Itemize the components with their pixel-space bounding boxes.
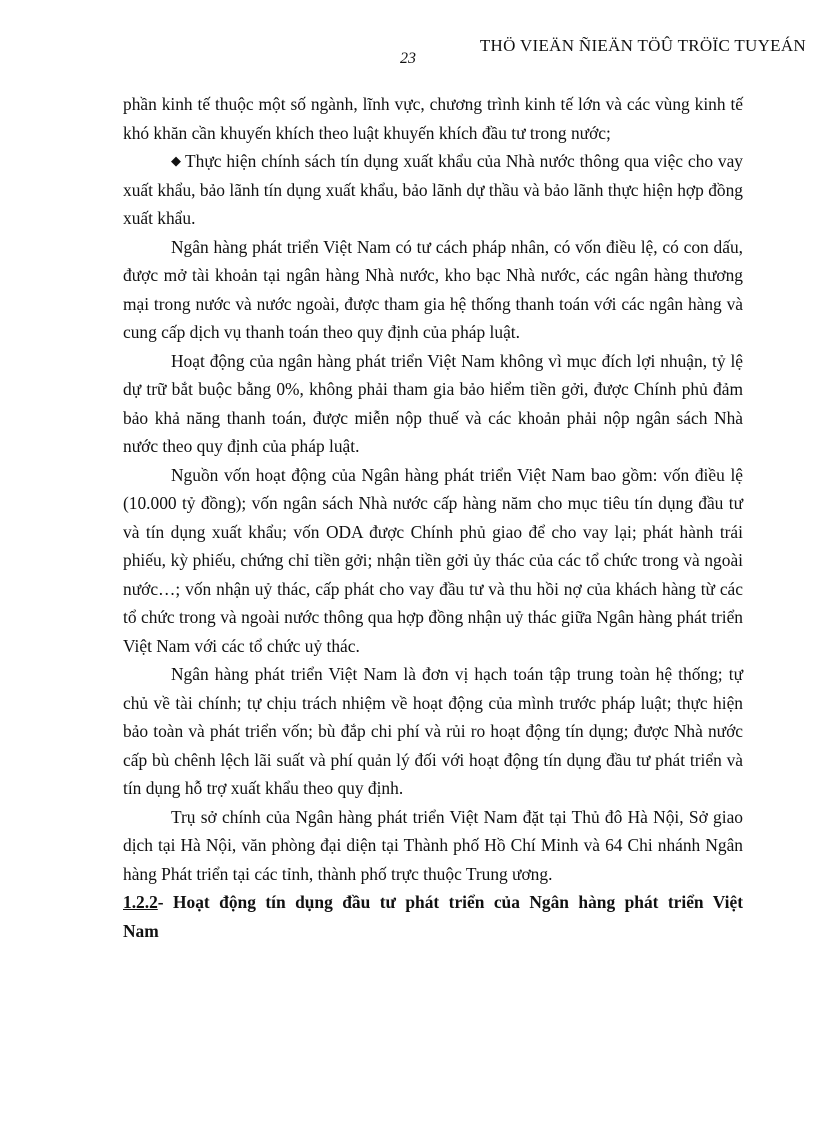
paragraph-5: Nguồn vốn hoạt động của Ngân hàng phát triển Việt Nam bao gồm: vốn điều lệ (10.000 tỷ đồng); vốn ngân sách Nhà nước cấp hàng năm cho mục tiêu tín dụng đầu tư và tín dụng xuất khẩu; vốn ODA được Chính phủ giao để cho vay lại; phát hành trái phiếu, kỳ phiếu, chứng chỉ tiền gởi; nhận tiền gởi ủy thác của các tổ chức trong và ngoài nước…; vốn nhận uỷ thác, cấp phát cho vay đầu tư và thu hồi nợ của khách hàng từ các tổ chức trong và ngoài nước thông qua hợp đồng nhận uỷ thác giữa Ngân hàng phát triển Việt Nam với các tổ chức uỷ thác.: [123, 464, 743, 656]
section-number: 1.2.2: [123, 892, 158, 912]
paragraph-7: Trụ sở chính của Ngân hàng phát triển Việt Nam đặt tại Thủ đô Hà Nội, Sở giao dịch tại Hà Nội, văn phòng đại diện tại Thành phố Hồ Chí Minh và 64 Chi nhánh Ngân hàng Phát triển tại các tỉnh, thành phố trực thuộc Trung ương.: [123, 806, 743, 884]
diamond-bullet-icon: ◆: [171, 153, 181, 168]
paragraph-1: phần kinh tế thuộc một số ngành, lĩnh vực, chương trình kinh tế lớn và các vùng kinh tế khó khăn cần khuyến khích theo luật khuyến khích đầu tư trong nước;: [123, 94, 743, 143]
paragraph-6: Ngân hàng phát triển Việt Nam là đơn vị hạch toán tập trung toàn hệ thống; tự chủ về tài chính; tự chịu trách nhiệm về hoạt động của mình trước pháp luật; thực hiện bảo toàn và phát triển vốn; bù đắp chi phí và rủi ro hoạt động tín dụng; được Nhà nước cấp bù chênh lệch lãi suất và phí quản lý đối với hoạt động tín dụng đầu tư phát triển và tín dụng hỗ trợ xuất khẩu theo quy định.: [123, 664, 743, 798]
bullet-text: Thực hiện chính sách tín dụng xuất khẩu của Nhà nước thông qua việc cho vay xuất khẩu, bảo lãnh tín dụng xuất khẩu, bảo lãnh dự thầu và bảo lãnh thực hiện hợp đồng xuất khẩu.: [123, 151, 743, 228]
section-heading: [123, 888, 743, 945]
paragraph-3: Ngân hàng phát triển Việt Nam có tư cách pháp nhân, có vốn điều lệ, có con dấu, được mở tài khoản tại ngân hàng Nhà nước, kho bạc Nhà nước, các ngân hàng thương mại trong nước và nước ngoài, được tham gia hệ thống thanh toán với các ngân hàng và cung cấp dịch vụ thanh toán theo quy định của pháp luật.: [123, 236, 743, 342]
page-number: 23: [400, 50, 416, 67]
paragraph-4: Hoạt động của ngân hàng phát triển Việt Nam không vì mục đích lợi nhuận, tỷ lệ dự trữ bắt buộc bằng 0%, không phải tham gia bảo hiểm tiền gởi, được Chính phủ đảm bảo khả năng thanh toán, được miễn nộp thuế và các khoản phải nộp ngân sách Nhà nước theo quy định của pháp luật.: [123, 350, 743, 456]
section-title: - Hoạt động tín dụng đầu tư phát triển của Ngân hàng phát triển Việt Nam: [123, 892, 743, 941]
bullet-paragraph: [123, 147, 743, 233]
header-title: THÖ VIEÄN ÑIEÄN TÖÛ TRÖÏC TUYEÁN: [479, 36, 806, 55]
document-body: [123, 90, 743, 945]
